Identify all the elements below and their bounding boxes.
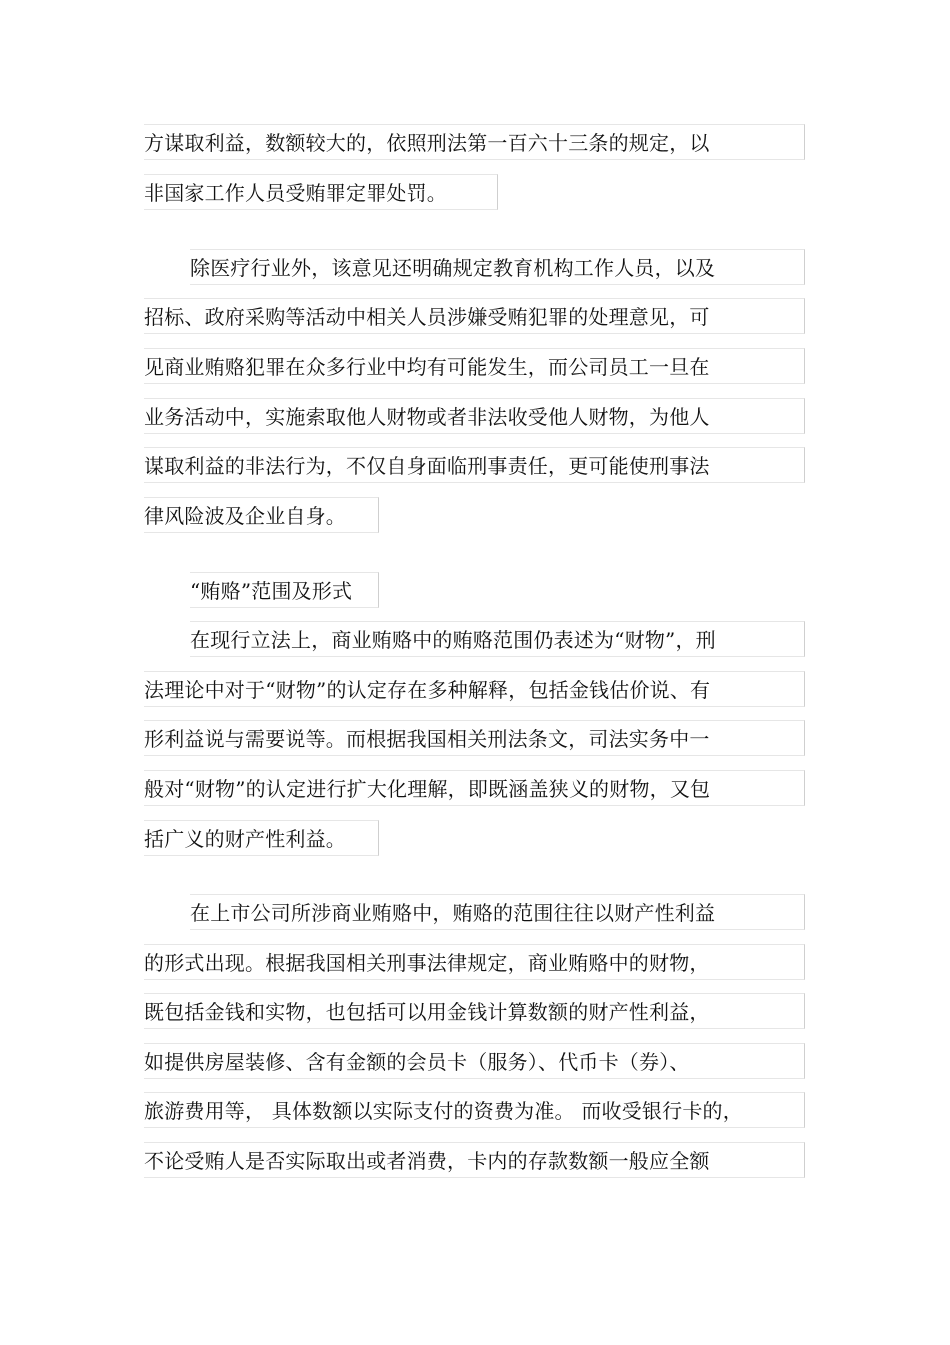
text-line: 招标、政府采购等活动中相关人员涉嫌受贿犯罪的处理意见，可	[144, 298, 805, 334]
text-line: 业务活动中，实施索取他人财物或者非法收受他人财物，为他人	[144, 398, 805, 434]
text-line: 方谋取利益，数额较大的，依照刑法第一百六十三条的规定，以	[144, 124, 805, 160]
text-line: 的形式出现。根据我国相关刑事法律规定，商业贿赂中的财物，	[144, 944, 805, 980]
text-line: 见商业贿赂犯罪在众多行业中均有可能发生，而公司员工一旦在	[144, 348, 805, 384]
text-line: 般对“财物”的认定进行扩大化理解，即既涵盖狭义的财物，又包	[144, 770, 805, 806]
text-line: 谋取利益的非法行为，不仅自身面临刑事责任，更可能使刑事法	[144, 447, 805, 483]
text-line: 非国家工作人员受贿罪定罪处罚。	[144, 174, 498, 210]
text-line: 旅游费用等， 具体数额以实际支付的资费为准。 而收受银行卡的，	[144, 1092, 805, 1128]
paragraph-first-line: 在上市公司所涉商业贿赂中，贿赂的范围往往以财产性利益	[190, 894, 805, 930]
text-line: 如提供房屋装修、含有金额的会员卡（服务）、代币卡（券）、	[144, 1043, 805, 1079]
section-heading: “贿赂”范围及形式	[190, 572, 379, 608]
text-line: 既包括金钱和实物，也包括可以用金钱计算数额的财产性利益，	[144, 993, 805, 1029]
text-line: 法理论中对于“财物”的认定存在多种解释，包括金钱估价说、有	[144, 671, 805, 707]
paragraph-first-line: 在现行立法上，商业贿赂中的贿赂范围仍表述为“财物”，刑	[190, 621, 805, 657]
text-line: 括广义的财产性利益。	[144, 820, 379, 856]
text-line: 律风险波及企业自身。	[144, 497, 379, 533]
text-line: 形利益说与需要说等。而根据我国相关刑法条文，司法实务中一	[144, 720, 805, 756]
text-line: 不论受贿人是否实际取出或者消费，卡内的存款数额一般应全额	[144, 1142, 805, 1178]
paragraph-first-line: 除医疗行业外，该意见还明确规定教育机构工作人员，以及	[190, 249, 805, 285]
